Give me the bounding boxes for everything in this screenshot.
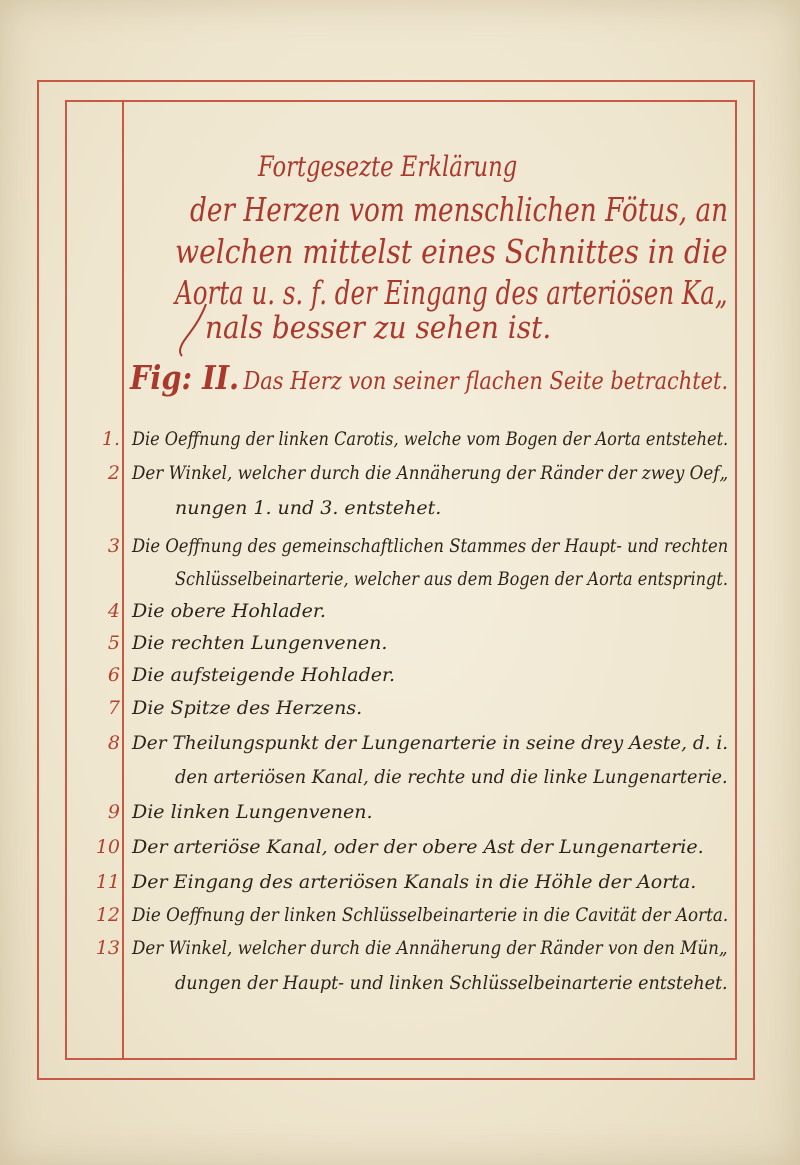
title-line-1: Fortgesezte Erklärung <box>258 150 518 183</box>
flourish-ornament <box>172 300 212 360</box>
item-number: 12 <box>95 904 120 926</box>
item-text-continuation: Schlüsselbeinarterie, welcher aus dem Bogen der Aorta entspringt. <box>175 568 728 590</box>
item-text: Die linken Lungenvenen. <box>132 801 373 823</box>
item-text-continuation: den arteriösen Kanal, die rechte und die linke Lungenarterie. <box>175 766 728 788</box>
item-number: 13 <box>95 937 120 959</box>
item-text: Die Oeffnung der linken Carotis, welche vom Bogen der Aorta entstehet. <box>132 428 729 450</box>
item-number: 1. <box>101 428 120 450</box>
margin-rule <box>122 100 124 1060</box>
title-line-2: der Herzen vom menschlichen Fötus, an <box>190 190 729 229</box>
item-number: 9 <box>107 801 120 823</box>
item-number: 8 <box>107 732 120 754</box>
title-line-3: welchen mittelst eines Schnittes in die <box>175 232 728 271</box>
item-number: 4 <box>107 600 120 622</box>
item-text: Die obere Hohlader. <box>132 600 326 622</box>
figure-caption: Das Herz von seiner flachen Seite betrachtet. <box>243 367 729 395</box>
item-text: Die Oeffnung der linken Schlüsselbeinarterie in die Cavität der Aorta. <box>132 904 729 926</box>
title-line-4: Aorta u. s. f. der Eingang des arteriösen Ka„ <box>175 273 728 312</box>
item-text: Der Eingang des arteriösen Kanals in die Höhle der Aorta. <box>132 871 697 893</box>
item-text: Die Spitze des Herzens. <box>132 697 363 719</box>
item-text: Der arteriöse Kanal, oder der obere Ast der Lungenarterie. <box>132 836 704 858</box>
item-number: 5 <box>107 632 120 654</box>
item-number: 7 <box>107 697 120 719</box>
item-text: Der Winkel, welcher durch die Annäherung der Ränder der zwey Oef„ <box>132 462 729 484</box>
item-number: 3 <box>107 535 120 557</box>
item-number: 6 <box>107 664 120 686</box>
item-text-continuation: dungen der Haupt- und linken Schlüsselbeinarterie entstehet. <box>175 972 728 994</box>
item-text-continuation: nungen 1. und 3. entstehet. <box>175 497 442 519</box>
item-text: Die Oeffnung des gemeinschaftlichen Stammes der Haupt- und rechten <box>132 535 729 557</box>
item-text: Der Theilungspunkt der Lungenarterie in seine drey Aeste, d. i. <box>132 732 729 754</box>
item-text: Die rechten Lungenvenen. <box>132 632 388 654</box>
item-text: Der Winkel, welcher durch die Annäherung der Ränder von den Mün„ <box>132 937 728 959</box>
figure-heading <box>130 358 728 397</box>
item-number: 10 <box>95 836 120 858</box>
item-number: 2 <box>107 462 120 484</box>
title-line-5: nals besser zu sehen ist. <box>205 310 552 346</box>
item-number: 11 <box>95 871 120 893</box>
figure-label: Fig: II. <box>130 358 240 397</box>
item-text: Die aufsteigende Hohlader. <box>132 664 396 686</box>
